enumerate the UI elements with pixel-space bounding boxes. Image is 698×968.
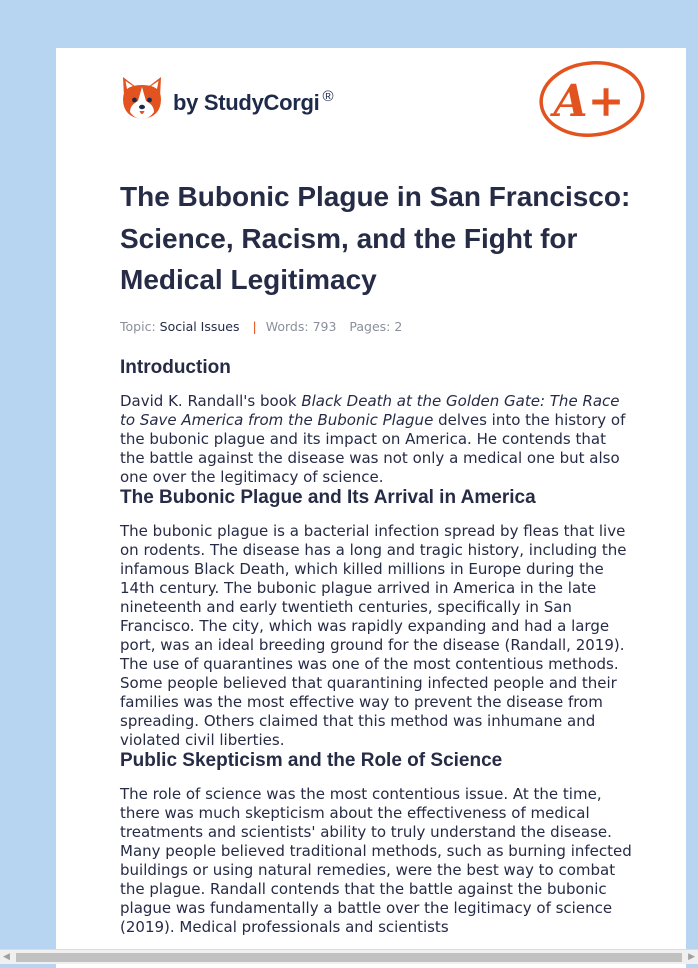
horizontal-scrollbar[interactable] [0,949,698,964]
section-paragraph-arrival: The bubonic plague is a bacterial infection spread by fleas that live on rodents. The disease has a long and tragic history, including the infamous Black Death, which killed millions in Europe during the 14th century. The bubonic plague arrived in America in the late nineteenth and early twentieth centuries, specifically in San Francisco. The city, which was rapidly expanding and had a large port, was an ideal breeding ground for the disease (Randall, 2019). The use of quarantines was one of the most contentious methods. Some people believed that quarantining infected people and their families was the most effective way to prevent the disease from spreading. Others claimed that this method was inhumane and violated civil liberties. [120,521,627,749]
pages-label: Pages: [349,318,391,334]
topic-label: Topic: [120,318,156,334]
topic-link[interactable]: Social Issues [159,318,240,334]
scroll-left-icon[interactable]: ◀ [3,952,10,962]
corgi-logo-icon [120,75,164,121]
scrollbar-thumb[interactable] [16,953,682,962]
article-meta [120,319,632,335]
article [120,176,632,937]
registered-mark: ® [322,88,334,105]
document-page [56,48,686,968]
section-paragraph-introduction: David K. Randall's book Black Death at the Golden Gate: The Race to Save America from the Bubonic Plague delves into the history of the bubonic plague and its impact on America. He contends that the battle against the disease was not only a medical one but also one over the legitimacy of science. [120,391,626,486]
meta-separator: | [252,318,257,334]
section-paragraph-skepticism: The role of science was the most contentious issue. At the time, there was much skepticism about the effectiveness of medical treatments and scientists' ability to truly understand the disease. Many people believed traditional methods, such as burning infected buildings or using natural remedies, were the best way to combat the plague. Randall contends that the battle against the bubonic plague was fundamentally a battle over the legitimacy of science (2019). Medical professionals and scientists [120,784,632,936]
grade-text: A+ [553,76,625,127]
brand-name: by StudyCorgi ® [173,88,334,115]
book-title: Black Death at the Golden Gate: The Race to Save America from the Bubonic Plague [120,391,620,429]
section-heading-skepticism: Public Skepticism and the Role of Science [120,749,503,771]
scroll-right-icon[interactable]: ▶ [688,952,695,962]
words-count: 793 [312,318,337,334]
section-heading-arrival: The Bubonic Plague and Its Arrival in America [120,486,536,508]
studycorgi-logo[interactable] [120,75,333,121]
pages-count: 2 [394,318,403,334]
grade-badge [537,60,647,140]
page-title: The Bubonic Plague in San Francisco: Science, Racism, and the Fight for Medical Legitimacy [120,181,631,295]
section-heading-introduction: Introduction [120,356,231,378]
words-label: Words: [265,318,309,334]
